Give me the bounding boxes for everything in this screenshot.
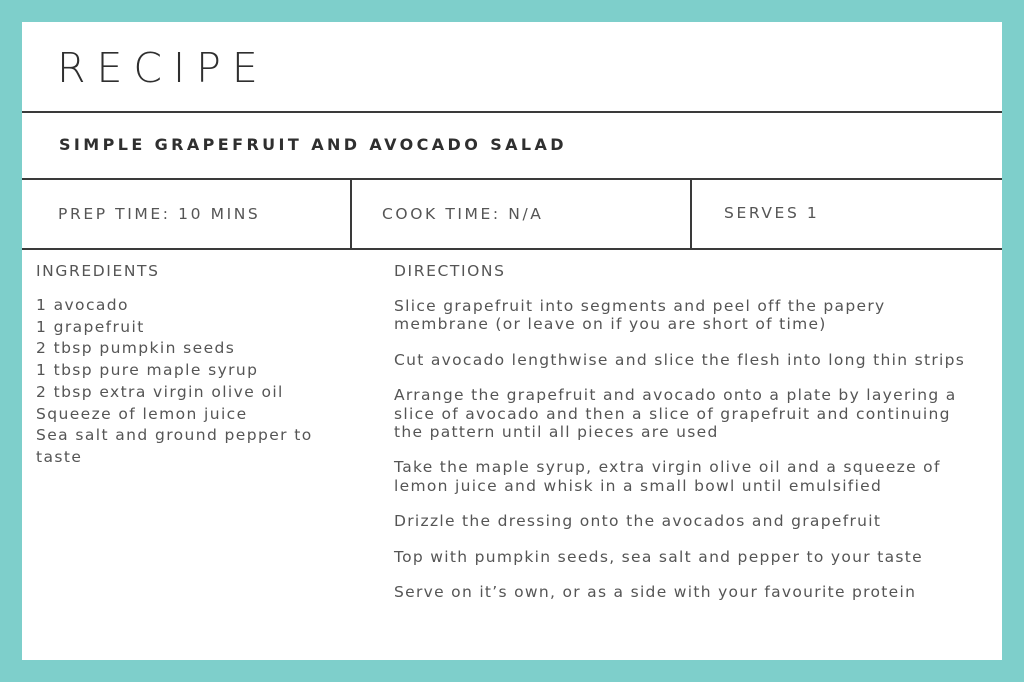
ingredient-item: Squeeze of lemon juice (36, 404, 248, 423)
recipe-name-row (22, 113, 1002, 180)
direction-step: Drizzle the dressing onto the avocados and grapefruit (394, 512, 882, 531)
ingredient-item: 2 tbsp extra virgin olive oil (36, 382, 284, 401)
recipe-meta-row (22, 180, 1002, 250)
directions-heading: DIRECTIONS (394, 262, 506, 280)
recipe-header (22, 22, 1002, 113)
ingredient-item: 1 avocado (36, 296, 129, 314)
ingredients-heading: INGREDIENTS (36, 262, 160, 280)
ingredient-item: Sea salt and ground pepper to taste (36, 426, 313, 466)
direction-step: Serve on it’s own, or as a side with your favourite protein (394, 583, 917, 602)
ingredients-list (36, 295, 346, 469)
ingredient-item: 1 grapefruit (36, 317, 145, 336)
serves-cell (692, 180, 1002, 248)
prep-time: PREP TIME: 10 MINS (58, 205, 261, 223)
page-title: RECIPE (57, 44, 269, 92)
direction-step: Top with pumpkin seeds, sea salt and pepper to your taste (394, 547, 923, 566)
ingredient-item: 1 tbsp pure maple syrup (36, 361, 259, 380)
cook-time-cell (352, 180, 692, 248)
prep-time-cell (22, 180, 352, 248)
direction-step: Arrange the grapefruit and avocado onto a plate by layering a slice of avocado and then a slice of grapefruit and continuing the pattern until all pieces are used (394, 386, 957, 441)
direction-step: Cut avocado lengthwise and slice the flesh into long thin strips (394, 350, 966, 369)
recipe-name: SIMPLE GRAPEFRUIT AND AVOCADO SALAD (59, 135, 567, 154)
ingredient-item: 2 tbsp pumpkin seeds (36, 339, 236, 358)
serves: SERVES 1 (724, 204, 820, 222)
directions-list (394, 297, 974, 619)
direction-step: Take the maple syrup, extra virgin olive oil and a squeeze of lemon juice and whisk in a small bowl until emulsified (394, 458, 941, 495)
direction-step: Slice grapefruit into segments and peel off the papery membrane (or leave on if you are short of time) (394, 297, 886, 334)
cook-time: COOK TIME: N/A (382, 205, 544, 223)
